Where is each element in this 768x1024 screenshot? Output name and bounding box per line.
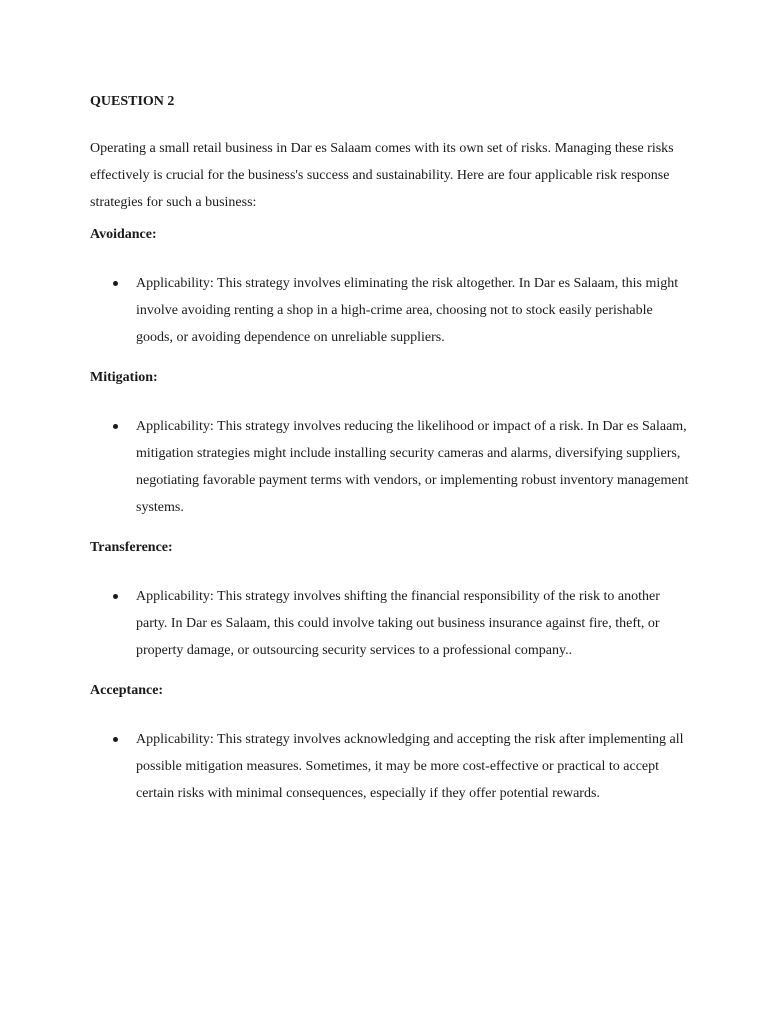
intro-paragraph: Operating a small retail business in Dar es Salaam comes with its own set of risks. Managing these risks effectively is crucial for the business's success and sustainability. Here are four applicable risk response strategies for such a business:	[90, 141, 674, 210]
bullet-list-avoidance	[90, 270, 690, 351]
section-avoidance	[90, 225, 690, 351]
section-acceptance	[90, 681, 690, 807]
bullet-icon	[113, 424, 118, 429]
bullet-list-mitigation	[90, 413, 690, 521]
section-heading-avoidance: Avoidance:	[90, 227, 157, 242]
document-content	[90, 92, 690, 824]
question-title: QUESTION 2	[90, 94, 175, 109]
bullet-list-acceptance	[90, 726, 690, 807]
section-mitigation	[90, 368, 690, 521]
bullet-list-transference	[90, 583, 690, 664]
bullet-text: Applicability: This strategy involves eliminating the risk altogether. In Dar es Salaam, this might involve avoiding renting a shop in a high-crime area, choosing not to stock easily perishable goods, or avoiding dependence on unreliable suppliers.	[136, 276, 679, 345]
section-heading-acceptance: Acceptance:	[90, 683, 164, 698]
list-item	[90, 583, 690, 664]
bullet-icon	[113, 281, 118, 286]
bullet-text: Applicability: This strategy involves reducing the likelihood or impact of a risk. In Dar es Salaam, mitigation strategies might include installing security cameras and alarms, diversifying suppliers, negotiating favorable payment terms with vendors, or implementing robust inventory management systems.	[136, 419, 689, 515]
section-transference	[90, 538, 690, 664]
bullet-text: Applicability: This strategy involves acknowledging and accepting the risk after implementing all possible mitigation measures. Sometimes, it may be more cost-effective or practical to accept certain risks with minimal consequences, especially if they offer potential rewards.	[136, 732, 684, 801]
list-item	[90, 270, 690, 351]
bullet-icon	[113, 594, 118, 599]
bullet-icon	[113, 737, 118, 742]
section-heading-transference: Transference:	[90, 540, 173, 555]
list-item	[90, 413, 690, 521]
list-item	[90, 726, 690, 807]
bullet-text: Applicability: This strategy involves shifting the financial responsibility of the risk to another party. In Dar es Salaam, this could involve taking out business insurance against fire, theft, or property damage, or outsourcing security services to a professional company..	[136, 589, 660, 658]
section-heading-mitigation: Mitigation:	[90, 370, 158, 385]
